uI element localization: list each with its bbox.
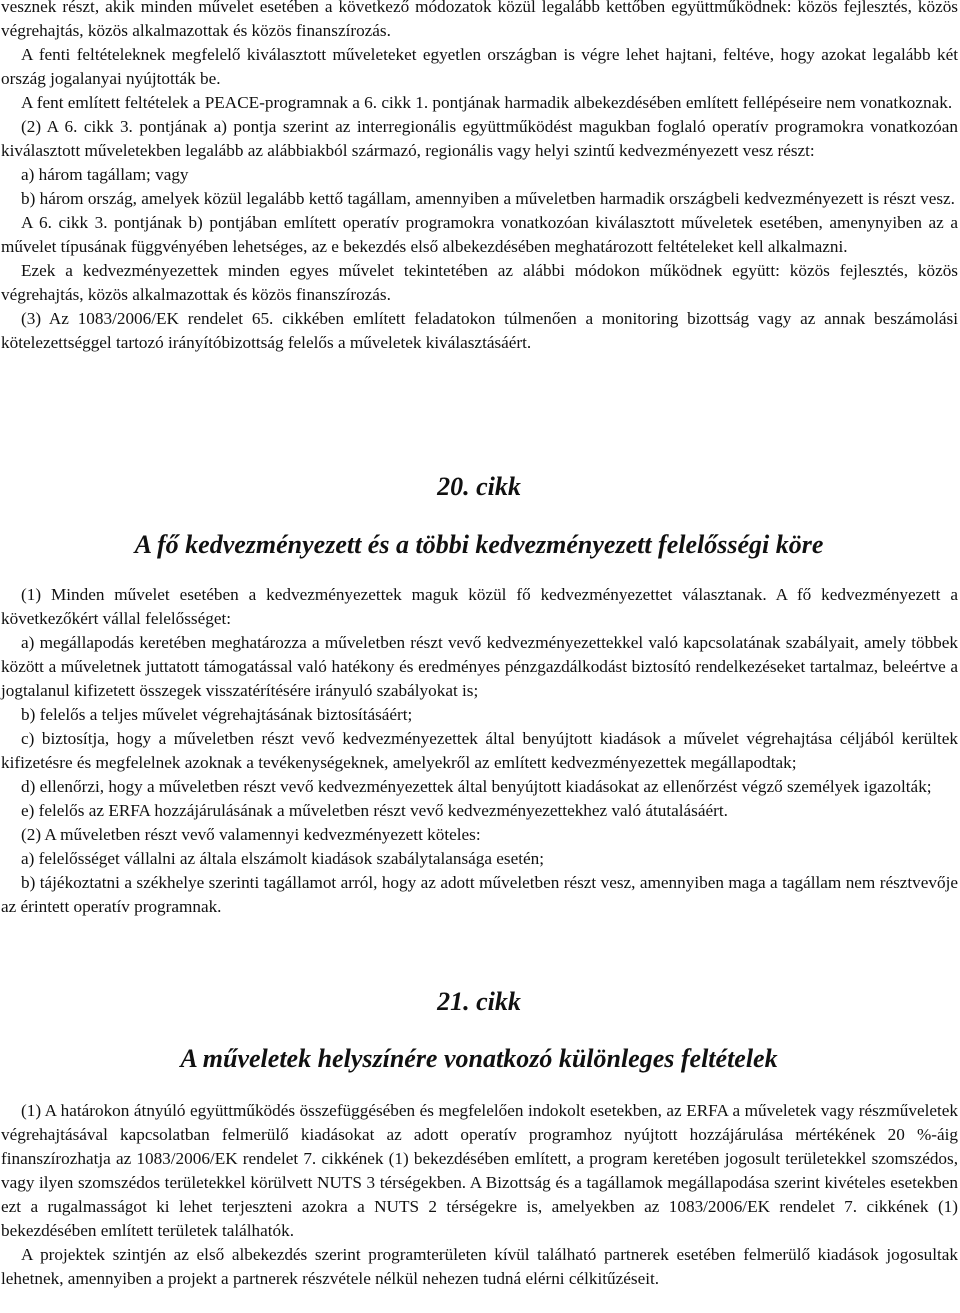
top-text-block [1,0,958,355]
paragraph: b) tájékoztatni a székhelye szerinti tagállamot arról, hogy az adott műveletben részt vesz, amennyiben maga a tagállam nem résztvevője az érintett operatív programnak. [1,873,958,916]
paragraph: vesznek részt, akik minden művelet esetében a következő módozatok közül legalább kettőben együttműködnek: közös fejlesztés, közös végrehajtás, közös alkalmazottak és közös finanszírozás. [1,0,958,40]
paragraph: A 6. cikk 3. pontjának b) pontjában említett operatív programokra vonatkozóan kiválasztott műveletek esetében, amenynyiben az a művelet típusának függvényében lehetséges, az e bekezdés első albekezdésében meghatározott feltételeket kell alkalmazni. [1,213,958,256]
paragraph: A fent említett feltételek a PEACE-programnak a 6. cikk 1. pontjának harmadik albekezdésében említett fellépéseire nem vonatkoznak. [21,93,953,112]
article-20-title: A fő kedvezményezett és a többi kedvezményezett felelősségi köre [134,530,824,559]
paragraph: c) biztosítja, hogy a műveletben részt vevő kedvezményezettek által benyújtott kiadások a művelet végrehajtása céljából kerültek kifizetésre és megfelelnek azoknak a tevékenységeknek, amelyekről az említett kedvezményezettek megállapodtak; [1,729,958,772]
paragraph: a) felelősséget vállalni az általa elszámolt kiadások szabálytalansága esetén; [21,849,545,868]
paragraph: b) felelős a teljes művelet végrehajtásának biztosításáért; [21,705,413,724]
paragraph: (2) A 6. cikk 3. pontjának a) pontja szerint az interregionális együttműködést magukban foglaló operatív programokra vonatkozóan kiválasztott műveletekben legalább az alábbiakból származó, regionális vagy helyi szintű kedvezményezett vesz részt: [1,117,958,160]
paragraph: b) három ország, amelyek közül legalább kettő tagállam, amennyiben a műveletben harmadik országbeli kedvezményezett is részt vesz. [21,189,955,208]
article-21-body [1,1099,958,1291]
article-21-title: A műveletek helyszínére vonatkozó különleges feltételek [180,1044,778,1073]
paragraph: a) három tagállam; vagy [21,165,189,184]
paragraph: a) megállapodás keretében meghatározza a műveletben részt vevő kedvezményezettekkel való kapcsolatának szabályait, amely többek között a műveletnek juttatott támogatással való hatékony és eredményes pénzgazdálkodást biztosító rendelkezéseket tartalmaz, beleértve a jogtalanul kifizetett összegek visszatérítésére irányuló szabályokat is; [1,633,958,700]
paragraph: (1) A határokon átnyúló együttműködés összefüggésében és megfelelően indokolt esetekben, az ERFA a műveletek vagy részműveletek végrehajtásával kapcsolatban felmerülő kiadásokat az adott operatív programhoz nyújtott hozzájárulása mértékének 20 %-áig finanszírozhatja az 1083/2006/EK rendelet 7. cikkének (1) bekezdésében említett, a program keretében jogosult területekkel szomszédos, vagy ilyen szomszédos területekkel körülvett NUTS 3 térségekben. A Bizottság és a tagállamok megállapodása szerint kivételes esetekben ezt a rugalmasságot ki lehet terjeszteni azokra a NUTS 2 térségekre is, amelyekben az 1083/2006/EK rendelet 7. cikkének (1) bekezdésében említett területek találhatók. [1,1101,958,1240]
paragraph: d) ellenőrzi, hogy a műveletben részt vevő kedvezményezettek által benyújtott kiadásokat az ellenőrzést végző személyek igazolták; [21,777,932,796]
paragraph: Ezek a kedvezményezettek minden egyes művelet tekintetében az alábbi módokon működnek együtt: közös fejlesztés, közös végrehajtás, közös alkalmazottak és közös finanszírozás. [1,261,958,304]
paragraph: A fenti feltételeknek megfelelő kiválasztott műveleteket egyetlen országban is végre lehet hajtani, feltéve, hogy azokat legalább két ország jogalanyai nyújtották be. [1,45,958,88]
paragraph: (2) A műveletben részt vevő valamennyi kedvezményezett köteles: [21,825,481,844]
paragraph: (3) Az 1083/2006/EK rendelet 65. cikkében említett feladatokon túlmenően a monitoring bizottság vagy az annak beszámolási kötelezettséggel tartozó irányítóbizottság felelős a műveletek kiválasztásáért. [1,309,958,352]
paragraph: (1) Minden művelet esetében a kedvezményezettek maguk közül fő kedvezményezettet választanak. A fő kedvezményezett a következőkért vállal felelősséget: [1,585,958,628]
article-20-body [1,583,958,919]
paragraph: e) felelős az ERFA hozzájárulásának a műveletben részt vevő kedvezményezettekhez való átutalásáért. [21,801,728,820]
article-21-number: 21. cikk [437,987,521,1016]
paragraph: A projektek szintjén az első albekezdés szerint programterületen kívül található partnerek esetében felmerülő kiadások jogosultak lehetnek, amennyiben a projekt a partnerek részvétele nélkül nehezen tudná elérni célkitűzéseit. [1,1245,958,1288]
article-20-number: 20. cikk [437,472,521,501]
